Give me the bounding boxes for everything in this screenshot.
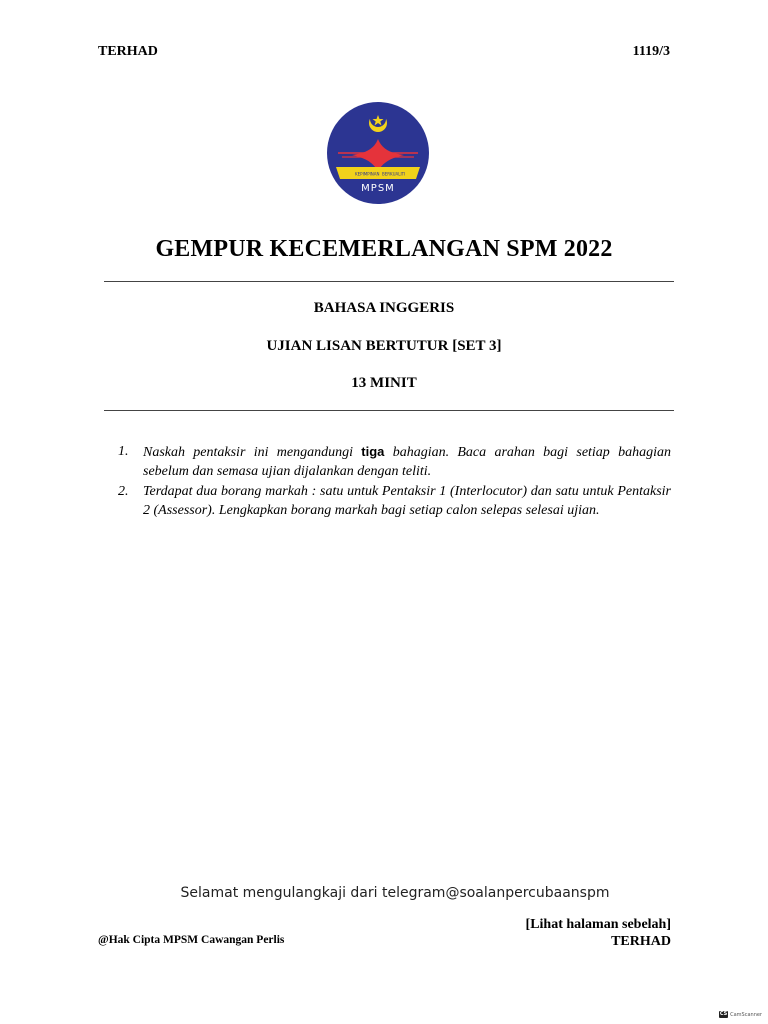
instruction-emphasis: tiga: [361, 444, 385, 459]
exam-title: GEMPUR KECEMERLANGAN SPM 2022: [155, 236, 613, 262]
paper-code: 1119/3: [632, 44, 670, 59]
footer-classification: TERHAD: [611, 934, 671, 949]
instruction-number: 2.: [118, 484, 129, 499]
logo-name: MPSM: [361, 183, 395, 194]
instruction-number: 1.: [118, 444, 129, 459]
instruction-item: [118, 482, 671, 520]
footer-right: [526, 916, 671, 950]
paper-title: UJIAN LISAN BERTUTUR [SET 3]: [266, 338, 502, 354]
logo-ribbon-left: KEPIMPINAN: [355, 171, 380, 177]
mpsm-logo: [326, 101, 430, 205]
instructions-list: [118, 442, 671, 521]
instruction-text: Naskah pentaksir ini mengandungi tiga bahagian. Baca arahan bagi setiap bahagian sebelum dan semasa ujian dijalankan dengan teliti.: [143, 444, 671, 479]
scanner-label: CamScanner: [730, 1011, 762, 1018]
instruction-item: [118, 442, 671, 481]
telegram-watermark: Selamat mengulangkaji dari telegram@soalanpercubaanspm: [180, 885, 610, 901]
camscanner-icon: CS: [719, 1011, 728, 1017]
next-page-note: [Lihat halaman sebelah]: [525, 917, 671, 932]
scanner-mark: [719, 1011, 762, 1018]
divider-top: [104, 281, 674, 282]
divider-bottom: [104, 410, 674, 411]
duration: 13 MINIT: [351, 375, 417, 391]
copyright-note: @Hak Cipta MPSM Cawangan Perlis: [98, 934, 285, 946]
subject-title: BAHASA INGGERIS: [313, 300, 455, 316]
logo-ribbon-right: BERKUALITI: [382, 171, 406, 177]
instruction-text: Terdapat dua borang markah : satu untuk Pentaksir 1 (Interlocutor) dan satu untuk Pentaksir 2 (Assessor). Lengkapkan borang markah bagi setiap calon selepas selesai ujian.: [143, 484, 671, 518]
header-classification: TERHAD: [98, 44, 158, 59]
